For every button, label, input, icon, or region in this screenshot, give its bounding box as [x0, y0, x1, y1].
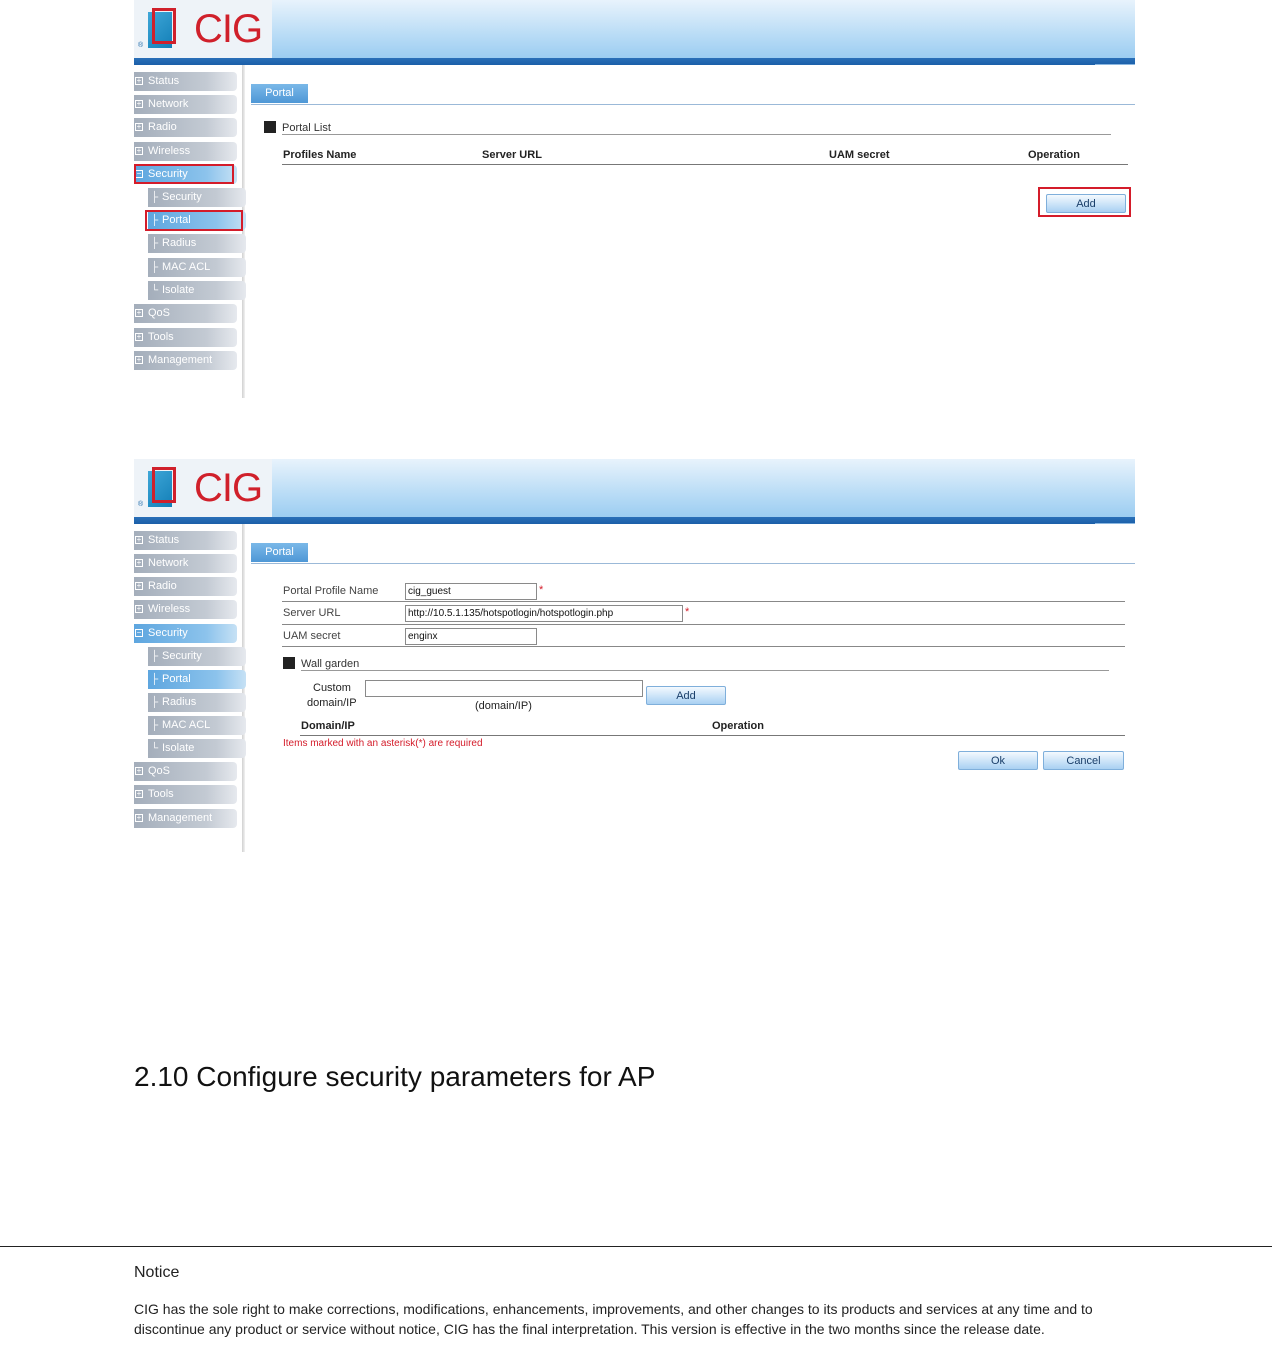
sidebar-item-label: Security	[162, 650, 202, 662]
required-star: *	[539, 584, 544, 596]
sidebar	[134, 65, 242, 398]
expand-icon: +	[136, 122, 142, 131]
section-portal-list	[264, 121, 331, 134]
expand-icon: +	[136, 355, 142, 364]
cancel-button[interactable]: Cancel	[1043, 751, 1124, 770]
cig-logo	[134, 0, 272, 58]
cig-logo-mark	[148, 8, 178, 48]
section-title: Portal List	[282, 122, 331, 134]
expand-icon: +	[136, 535, 142, 544]
sidebar-item-label: QoS	[148, 765, 171, 777]
sidebar-item-label: Security	[148, 627, 188, 639]
sidebar-item-label: Status	[148, 75, 180, 87]
sidebar-item-security[interactable]	[134, 624, 237, 643]
sidebar-item-label: Radius	[162, 696, 197, 708]
row-divider	[282, 601, 1125, 602]
sidebar-subitem-security[interactable]	[148, 647, 246, 666]
sidebar-item-tools[interactable]	[134, 785, 237, 804]
sidebar-item-label: Radio	[148, 121, 177, 133]
sidebar-item-label: QoS	[148, 307, 171, 319]
cig-logo	[134, 459, 272, 517]
tree-end-icon: └	[151, 285, 159, 296]
sidebar-item-wireless[interactable]	[134, 600, 237, 619]
sidebar-subitem-security[interactable]	[148, 188, 246, 207]
row-divider	[282, 624, 1125, 625]
col-operation: Operation	[712, 720, 764, 732]
sidebar-item-management[interactable]	[134, 809, 237, 828]
sidebar-subitem-mac-acl[interactable]	[148, 716, 246, 735]
sidebar-item-label: Wireless	[148, 145, 191, 157]
sidebar-subitem-portal[interactable]	[148, 670, 246, 689]
domain-ip-hint: (domain/IP)	[475, 700, 532, 712]
tree-branch-icon: ├	[151, 697, 159, 708]
sidebar-item-radio[interactable]	[134, 577, 237, 596]
sidebar-item-qos[interactable]	[134, 304, 237, 323]
section-divider	[282, 134, 1111, 135]
ok-button[interactable]: Ok	[958, 751, 1038, 770]
tree-branch-icon: ├	[151, 215, 159, 226]
sidebar-subitem-isolate[interactable]	[148, 281, 246, 300]
sidebar-divider	[242, 65, 245, 398]
expand-icon: +	[136, 76, 142, 85]
uam-secret-input[interactable]: enginx	[405, 628, 537, 645]
col-operation: Operation	[1028, 149, 1080, 161]
table-header-divider	[282, 164, 1128, 165]
expand-icon: +	[136, 558, 142, 567]
add-domain-button[interactable]: Add	[646, 686, 726, 705]
sidebar-item-label: Radius	[162, 237, 197, 249]
tree-branch-icon: ├	[151, 238, 159, 249]
sidebar-item-label: Wireless	[148, 603, 191, 615]
table-header-divider	[300, 735, 1125, 736]
sidebar-item-label: Tools	[148, 331, 174, 343]
expand-icon: +	[136, 813, 142, 822]
required-note: Items marked with an asterisk(*) are required	[283, 738, 483, 749]
uam-secret-label: UAM secret	[283, 630, 341, 642]
sidebar-item-label: Management	[148, 812, 213, 824]
header-bar	[134, 58, 1135, 65]
add-portal-button[interactable]: Add	[1046, 194, 1126, 213]
sidebar-subitem-radius[interactable]	[148, 693, 246, 712]
section-title: Wall garden	[301, 658, 360, 670]
section-square-icon	[264, 121, 276, 133]
server-url-label: Server URL	[283, 607, 341, 619]
logo-text: CIG	[194, 7, 263, 51]
col-uam-secret: UAM secret	[829, 149, 890, 161]
tree-branch-icon: ├	[151, 674, 159, 685]
sidebar-item-label: Network	[148, 557, 189, 569]
expand-icon: +	[136, 308, 142, 317]
expand-icon: +	[136, 789, 142, 798]
custom-domain-input[interactable]	[365, 680, 643, 697]
tab-portal[interactable]: Portal	[251, 543, 308, 562]
tree-branch-icon: ├	[151, 192, 159, 203]
sidebar-item-label: Network	[148, 98, 189, 110]
sidebar-item-label: Isolate	[162, 742, 195, 754]
required-star: *	[685, 606, 690, 618]
expand-icon: +	[136, 332, 142, 341]
tree-end-icon: └	[151, 743, 159, 754]
registered-mark: ®	[138, 42, 144, 49]
custom-domain-label-line1: Custom	[313, 682, 351, 694]
sidebar-item-label: Security	[148, 168, 188, 180]
sidebar-item-radio[interactable]	[134, 118, 237, 137]
col-domain-ip: Domain/IP	[301, 720, 355, 732]
portal-profile-name-input[interactable]: cig_guest	[405, 583, 537, 600]
expand-icon: +	[136, 766, 142, 775]
header-banner	[134, 0, 1135, 58]
sidebar-item-label: Radio	[148, 580, 177, 592]
sidebar-item-wireless[interactable]	[134, 142, 237, 161]
sidebar-item-status[interactable]	[134, 72, 237, 91]
sidebar-subitem-radius[interactable]	[148, 234, 246, 253]
expand-icon: +	[136, 99, 142, 108]
col-server-url: Server URL	[482, 149, 542, 161]
row-divider	[282, 646, 1125, 647]
highlight-portal	[145, 210, 243, 231]
header-banner	[134, 459, 1135, 517]
sidebar-item-network[interactable]	[134, 554, 237, 573]
collapse-icon: −	[136, 169, 142, 178]
sidebar-item-label: Management	[148, 354, 213, 366]
portal-profile-name-label: Portal Profile Name	[283, 585, 379, 597]
col-profiles-name: Profiles Name	[283, 149, 357, 161]
section-square-icon	[283, 657, 295, 669]
header-bar	[134, 517, 1135, 524]
server-url-input[interactable]: http://10.5.1.135/hotspotlogin/hotspotlogin.php	[405, 605, 683, 622]
logo-text: CIG	[194, 466, 263, 510]
section-divider	[301, 670, 1109, 671]
sidebar-item-label: Security	[162, 191, 202, 203]
tree-branch-icon: ├	[151, 262, 159, 273]
tab-underline	[251, 104, 1135, 105]
sidebar-subitem-isolate[interactable]	[148, 739, 246, 758]
expand-icon: +	[136, 604, 142, 613]
tab-underline	[251, 563, 1135, 564]
sidebar-subitem-mac-acl[interactable]	[148, 258, 246, 277]
highlight-security	[134, 164, 234, 184]
sidebar-item-label: MAC ACL	[162, 719, 211, 731]
sidebar-item-label: Isolate	[162, 284, 195, 296]
highlight-add-button	[1038, 187, 1131, 217]
section-wall-garden	[283, 657, 359, 670]
portal-config-screenshot	[134, 459, 1135, 852]
section-heading: 2.10 Configure security parameters for AP	[134, 1061, 656, 1092]
notice-body: CIG has the sole right to make corrections, modifications, enhancements, improvements, and other changes to its products and services at any time and to discontinue any product or service without notice, CIG has the final interpretation. This version is effective in the two months since the release date.	[134, 1301, 1093, 1337]
tree-branch-icon: ├	[151, 651, 159, 662]
sidebar-item-network[interactable]	[134, 95, 237, 114]
sidebar-item-label: Tools	[148, 788, 174, 800]
sidebar-item-management[interactable]	[134, 351, 237, 370]
notice-title: Notice	[134, 1264, 180, 1281]
cig-logo-mark	[148, 467, 178, 507]
custom-domain-label-line2: domain/IP	[307, 697, 357, 709]
collapse-icon: −	[136, 628, 142, 637]
sidebar-item-label: Portal	[162, 214, 191, 226]
sidebar-item-tools[interactable]	[134, 328, 237, 347]
footer-rule	[0, 1246, 1272, 1247]
expand-icon: +	[136, 581, 142, 590]
expand-icon: +	[136, 146, 142, 155]
sidebar-item-label: Portal	[162, 673, 191, 685]
tree-branch-icon: ├	[151, 720, 159, 731]
registered-mark: ®	[138, 501, 144, 508]
sidebar-item-status[interactable]	[134, 531, 237, 550]
sidebar-item-label: Status	[148, 534, 180, 546]
sidebar-item-qos[interactable]	[134, 762, 237, 781]
tab-portal[interactable]: Portal	[251, 84, 308, 103]
sidebar-item-label: MAC ACL	[162, 261, 211, 273]
portal-list-screenshot	[134, 0, 1135, 398]
